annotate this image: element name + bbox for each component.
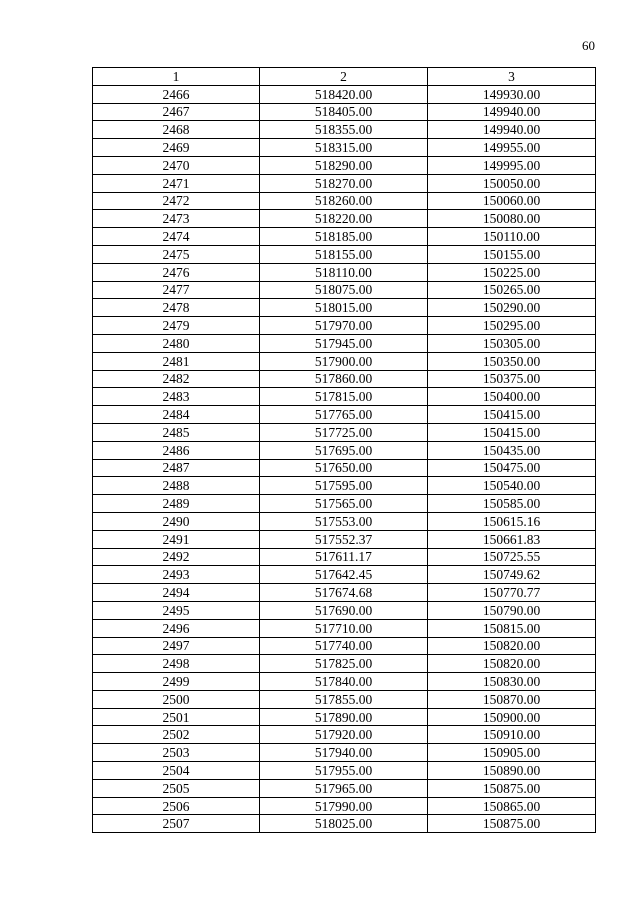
table-row bbox=[93, 726, 596, 744]
x-coordinate-cell: 518025.00 bbox=[260, 815, 428, 833]
y-coordinate-cell: 150060.00 bbox=[428, 192, 596, 210]
point-number-cell: 2493 bbox=[93, 566, 260, 584]
page-number: 60 bbox=[582, 38, 595, 53]
y-coordinate-cell: 150415.00 bbox=[428, 423, 596, 441]
point-number-cell: 2479 bbox=[93, 317, 260, 335]
y-coordinate-cell: 150661.83 bbox=[428, 530, 596, 548]
table-row bbox=[93, 423, 596, 441]
x-coordinate-cell: 517825.00 bbox=[260, 655, 428, 673]
y-coordinate-cell: 150865.00 bbox=[428, 797, 596, 815]
x-coordinate-cell: 517725.00 bbox=[260, 423, 428, 441]
point-number-cell: 2476 bbox=[93, 263, 260, 281]
table-row bbox=[93, 299, 596, 317]
point-number-cell: 2494 bbox=[93, 584, 260, 602]
point-number-cell: 2495 bbox=[93, 601, 260, 619]
y-coordinate-cell: 150110.00 bbox=[428, 228, 596, 246]
y-coordinate-cell: 150540.00 bbox=[428, 477, 596, 495]
table-row bbox=[93, 619, 596, 637]
y-coordinate-cell: 150225.00 bbox=[428, 263, 596, 281]
x-coordinate-cell: 518260.00 bbox=[260, 192, 428, 210]
y-coordinate-cell: 150375.00 bbox=[428, 370, 596, 388]
point-number-cell: 2482 bbox=[93, 370, 260, 388]
table-row bbox=[93, 744, 596, 762]
x-coordinate-cell: 518420.00 bbox=[260, 85, 428, 103]
x-coordinate-cell: 517940.00 bbox=[260, 744, 428, 762]
point-number-cell: 2480 bbox=[93, 334, 260, 352]
x-coordinate-cell: 517611.17 bbox=[260, 548, 428, 566]
y-coordinate-cell: 150435.00 bbox=[428, 441, 596, 459]
x-coordinate-cell: 517900.00 bbox=[260, 352, 428, 370]
point-number-cell: 2506 bbox=[93, 797, 260, 815]
x-coordinate-cell: 517990.00 bbox=[260, 797, 428, 815]
table-row bbox=[93, 103, 596, 121]
x-coordinate-cell: 517740.00 bbox=[260, 637, 428, 655]
table-row bbox=[93, 779, 596, 797]
table-row bbox=[93, 121, 596, 139]
point-number-cell: 2469 bbox=[93, 139, 260, 157]
table-row bbox=[93, 406, 596, 424]
point-number-cell: 2498 bbox=[93, 655, 260, 673]
x-coordinate-cell: 517695.00 bbox=[260, 441, 428, 459]
x-coordinate-cell: 517552.37 bbox=[260, 530, 428, 548]
table-row bbox=[93, 192, 596, 210]
header-row bbox=[93, 68, 596, 86]
point-number-cell: 2472 bbox=[93, 192, 260, 210]
x-coordinate-cell: 517815.00 bbox=[260, 388, 428, 406]
table-row bbox=[93, 797, 596, 815]
table-row bbox=[93, 352, 596, 370]
y-coordinate-cell: 150870.00 bbox=[428, 690, 596, 708]
point-number-cell: 2507 bbox=[93, 815, 260, 833]
y-coordinate-cell: 150290.00 bbox=[428, 299, 596, 317]
y-coordinate-cell: 150155.00 bbox=[428, 245, 596, 263]
x-coordinate-cell: 517650.00 bbox=[260, 459, 428, 477]
point-number-cell: 2484 bbox=[93, 406, 260, 424]
table-row bbox=[93, 228, 596, 246]
y-coordinate-cell: 150615.16 bbox=[428, 512, 596, 530]
y-coordinate-cell: 149940.00 bbox=[428, 121, 596, 139]
table-row bbox=[93, 530, 596, 548]
y-coordinate-cell: 150820.00 bbox=[428, 655, 596, 673]
point-number-cell: 2489 bbox=[93, 495, 260, 513]
point-number-cell: 2466 bbox=[93, 85, 260, 103]
column-header-1: 1 bbox=[93, 68, 260, 86]
y-coordinate-cell: 149995.00 bbox=[428, 156, 596, 174]
table-row bbox=[93, 388, 596, 406]
x-coordinate-cell: 518290.00 bbox=[260, 156, 428, 174]
y-coordinate-cell: 150415.00 bbox=[428, 406, 596, 424]
y-coordinate-cell: 150910.00 bbox=[428, 726, 596, 744]
column-header-3: 3 bbox=[428, 68, 596, 86]
x-coordinate-cell: 517860.00 bbox=[260, 370, 428, 388]
table-row bbox=[93, 690, 596, 708]
point-number-cell: 2487 bbox=[93, 459, 260, 477]
point-number-cell: 2504 bbox=[93, 762, 260, 780]
coordinates-table bbox=[92, 67, 596, 833]
table-row bbox=[93, 139, 596, 157]
y-coordinate-cell: 150900.00 bbox=[428, 708, 596, 726]
point-number-cell: 2499 bbox=[93, 673, 260, 691]
x-coordinate-cell: 518110.00 bbox=[260, 263, 428, 281]
y-coordinate-cell: 150749.62 bbox=[428, 566, 596, 584]
y-coordinate-cell: 150790.00 bbox=[428, 601, 596, 619]
y-coordinate-cell: 150875.00 bbox=[428, 815, 596, 833]
table-row bbox=[93, 815, 596, 833]
table-row bbox=[93, 708, 596, 726]
x-coordinate-cell: 518220.00 bbox=[260, 210, 428, 228]
column-header-2: 2 bbox=[260, 68, 428, 86]
point-number-cell: 2475 bbox=[93, 245, 260, 263]
point-number-cell: 2477 bbox=[93, 281, 260, 299]
point-number-cell: 2468 bbox=[93, 121, 260, 139]
point-number-cell: 2467 bbox=[93, 103, 260, 121]
x-coordinate-cell: 518405.00 bbox=[260, 103, 428, 121]
y-coordinate-cell: 150350.00 bbox=[428, 352, 596, 370]
point-number-cell: 2502 bbox=[93, 726, 260, 744]
y-coordinate-cell: 150875.00 bbox=[428, 779, 596, 797]
y-coordinate-cell: 150050.00 bbox=[428, 174, 596, 192]
point-number-cell: 2483 bbox=[93, 388, 260, 406]
table-row bbox=[93, 263, 596, 281]
point-number-cell: 2496 bbox=[93, 619, 260, 637]
x-coordinate-cell: 518015.00 bbox=[260, 299, 428, 317]
point-number-cell: 2481 bbox=[93, 352, 260, 370]
point-number-cell: 2485 bbox=[93, 423, 260, 441]
y-coordinate-cell: 150830.00 bbox=[428, 673, 596, 691]
x-coordinate-cell: 518075.00 bbox=[260, 281, 428, 299]
point-number-cell: 2478 bbox=[93, 299, 260, 317]
point-number-cell: 2491 bbox=[93, 530, 260, 548]
y-coordinate-cell: 150305.00 bbox=[428, 334, 596, 352]
table-row bbox=[93, 495, 596, 513]
x-coordinate-cell: 517855.00 bbox=[260, 690, 428, 708]
point-number-cell: 2473 bbox=[93, 210, 260, 228]
x-coordinate-cell: 517965.00 bbox=[260, 779, 428, 797]
x-coordinate-cell: 517970.00 bbox=[260, 317, 428, 335]
table-row bbox=[93, 334, 596, 352]
point-number-cell: 2474 bbox=[93, 228, 260, 246]
table-row bbox=[93, 566, 596, 584]
table-row bbox=[93, 584, 596, 602]
table-row bbox=[93, 281, 596, 299]
table-row bbox=[93, 762, 596, 780]
point-number-cell: 2488 bbox=[93, 477, 260, 495]
y-coordinate-cell: 150585.00 bbox=[428, 495, 596, 513]
table-row bbox=[93, 655, 596, 673]
table-row bbox=[93, 601, 596, 619]
x-coordinate-cell: 518270.00 bbox=[260, 174, 428, 192]
x-coordinate-cell: 518155.00 bbox=[260, 245, 428, 263]
table-header bbox=[93, 68, 596, 86]
x-coordinate-cell: 517674.68 bbox=[260, 584, 428, 602]
point-number-cell: 2490 bbox=[93, 512, 260, 530]
point-number-cell: 2470 bbox=[93, 156, 260, 174]
table-row bbox=[93, 210, 596, 228]
table-row bbox=[93, 85, 596, 103]
x-coordinate-cell: 517945.00 bbox=[260, 334, 428, 352]
table-row bbox=[93, 317, 596, 335]
point-number-cell: 2497 bbox=[93, 637, 260, 655]
y-coordinate-cell: 150725.55 bbox=[428, 548, 596, 566]
point-number-cell: 2492 bbox=[93, 548, 260, 566]
table-row bbox=[93, 459, 596, 477]
y-coordinate-cell: 150475.00 bbox=[428, 459, 596, 477]
y-coordinate-cell: 149930.00 bbox=[428, 85, 596, 103]
table-body bbox=[93, 85, 596, 832]
table-row bbox=[93, 673, 596, 691]
y-coordinate-cell: 149955.00 bbox=[428, 139, 596, 157]
x-coordinate-cell: 518185.00 bbox=[260, 228, 428, 246]
x-coordinate-cell: 517920.00 bbox=[260, 726, 428, 744]
y-coordinate-cell: 150295.00 bbox=[428, 317, 596, 335]
point-number-cell: 2471 bbox=[93, 174, 260, 192]
table-row bbox=[93, 548, 596, 566]
y-coordinate-cell: 149940.00 bbox=[428, 103, 596, 121]
point-number-cell: 2505 bbox=[93, 779, 260, 797]
x-coordinate-cell: 517765.00 bbox=[260, 406, 428, 424]
x-coordinate-cell: 517642.45 bbox=[260, 566, 428, 584]
x-coordinate-cell: 517690.00 bbox=[260, 601, 428, 619]
x-coordinate-cell: 517553.00 bbox=[260, 512, 428, 530]
y-coordinate-cell: 150265.00 bbox=[428, 281, 596, 299]
x-coordinate-cell: 517840.00 bbox=[260, 673, 428, 691]
point-number-cell: 2486 bbox=[93, 441, 260, 459]
table-row bbox=[93, 245, 596, 263]
y-coordinate-cell: 150815.00 bbox=[428, 619, 596, 637]
x-coordinate-cell: 518315.00 bbox=[260, 139, 428, 157]
point-number-cell: 2503 bbox=[93, 744, 260, 762]
table-row bbox=[93, 441, 596, 459]
table-row bbox=[93, 637, 596, 655]
x-coordinate-cell: 517890.00 bbox=[260, 708, 428, 726]
table-row bbox=[93, 156, 596, 174]
y-coordinate-cell: 150080.00 bbox=[428, 210, 596, 228]
table-row bbox=[93, 477, 596, 495]
x-coordinate-cell: 517565.00 bbox=[260, 495, 428, 513]
x-coordinate-cell: 518355.00 bbox=[260, 121, 428, 139]
y-coordinate-cell: 150770.77 bbox=[428, 584, 596, 602]
x-coordinate-cell: 517710.00 bbox=[260, 619, 428, 637]
y-coordinate-cell: 150905.00 bbox=[428, 744, 596, 762]
y-coordinate-cell: 150820.00 bbox=[428, 637, 596, 655]
x-coordinate-cell: 517955.00 bbox=[260, 762, 428, 780]
table-row bbox=[93, 512, 596, 530]
point-number-cell: 2500 bbox=[93, 690, 260, 708]
table-row bbox=[93, 370, 596, 388]
point-number-cell: 2501 bbox=[93, 708, 260, 726]
table-row bbox=[93, 174, 596, 192]
y-coordinate-cell: 150400.00 bbox=[428, 388, 596, 406]
x-coordinate-cell: 517595.00 bbox=[260, 477, 428, 495]
y-coordinate-cell: 150890.00 bbox=[428, 762, 596, 780]
